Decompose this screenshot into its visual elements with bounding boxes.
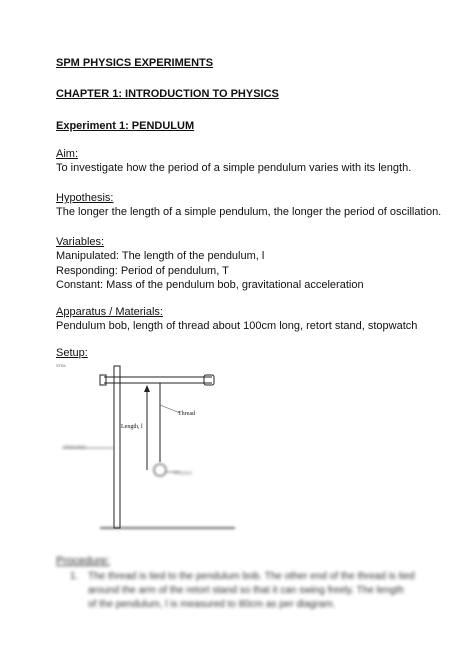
setup-small-note: STB1: [56, 363, 67, 368]
variable-responding: Responding: Period of pendulum, T: [56, 265, 229, 277]
variable-constant: Constant: Mass of the pendulum bob, gravitational acceleration: [56, 279, 364, 291]
procedure-item-number: 1.: [70, 571, 79, 582]
setup-label: Setup:: [56, 347, 88, 359]
document-heading: SPM PHYSICS EXPERIMENTS: [56, 57, 214, 69]
experiment-title: Experiment 1: PENDULUM: [56, 120, 195, 132]
pendulum-bob: [154, 464, 166, 476]
hypothesis-label: Hypothesis:: [56, 192, 114, 204]
procedure-line-2: around the arm of the retort stand so that it can swing freely. The length: [88, 585, 404, 596]
variable-manipulated: Manipulated: The length of the pendulum, l: [56, 250, 265, 262]
bob-label: Pendulum: [174, 470, 193, 475]
apparatus-label: Apparatus / Materials:: [56, 306, 163, 318]
hypothesis-text: The longer the length of a simple pendulum, the longer the period of oscillation.: [56, 206, 442, 218]
variables-label: Variables:: [56, 236, 105, 248]
retort-stand-rod: [114, 366, 120, 528]
diagram-lower-blurred: [62, 448, 235, 528]
procedure-line-1: The thread is tied to the pendulum bob. The other end of the thread is tied: [88, 571, 415, 582]
aim-label: Aim:: [56, 148, 78, 160]
procedure-label: Procedure:: [56, 555, 110, 567]
apparatus-text: Pendulum bob, length of thread about 100cm long, retort stand, stopwatch: [56, 320, 418, 332]
procedure-line-3: of the pendulum, l is measured to 80cm as per diagram.: [88, 599, 336, 610]
clamp-label: Retort stand: [64, 444, 86, 449]
thread-label: Thread: [178, 411, 195, 417]
thread-pointer: [160, 405, 180, 413]
chapter-title: CHAPTER 1: INTRODUCTION TO PHYSICS: [56, 88, 279, 100]
length-label: Length, l: [121, 424, 143, 430]
aim-text: To investigate how the period of a simple pendulum varies with its length.: [56, 162, 412, 174]
length-arrow-head: [144, 385, 150, 392]
